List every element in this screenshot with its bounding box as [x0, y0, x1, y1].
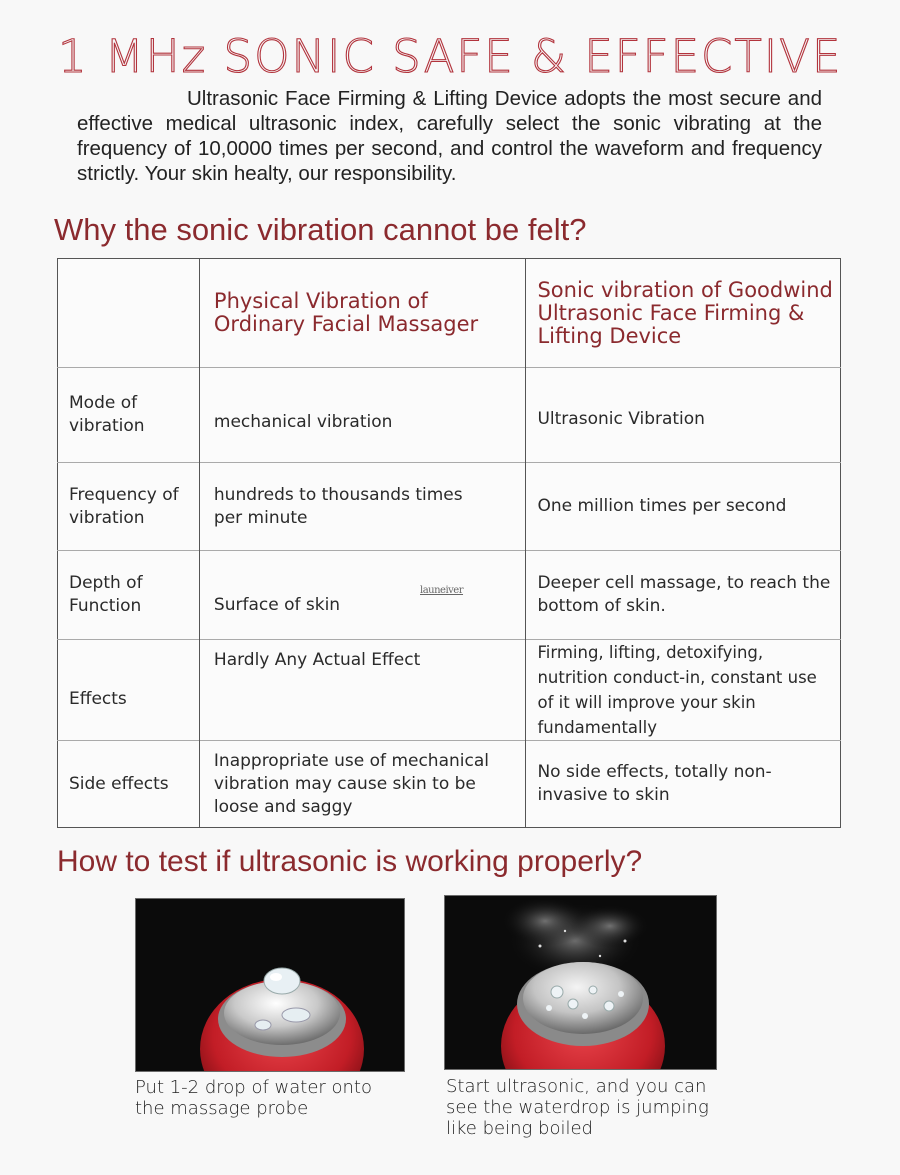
caption-step-2: Start ultrasonic, and you can see the waterdrop is jumping like being boiled	[446, 1076, 709, 1139]
goodwind-value: One million times per second	[526, 463, 841, 551]
table-row	[58, 741, 841, 828]
ordinary-value: hundreds to thousands times per minute	[199, 463, 526, 551]
device-probe-steam-image	[445, 896, 716, 1069]
table-row	[58, 640, 841, 741]
table-header-empty	[58, 259, 200, 368]
goodwind-value: Ultrasonic Vibration	[526, 368, 841, 463]
table-row	[58, 368, 841, 463]
row-label: Mode of vibration	[58, 368, 200, 463]
intro-paragraph: Ultrasonic Face Firming & Lifting Device adopts the most secure and effective medical ultrasonic index, carefully select the sonic vibrating at the frequency of 10,0000 times per second, and control the waveform and frequency strictly. Your skin healty, our responsibility.	[77, 87, 822, 185]
table-header-row	[58, 259, 841, 368]
ordinary-value: Inappropriate use of mechanical vibration may cause skin to be loose and saggy	[199, 741, 526, 828]
ordinary-value: mechanical vibration	[199, 368, 526, 463]
photo-water-drop-on-probe	[135, 898, 405, 1072]
ordinary-value: Hardly Any Actual Effect	[199, 640, 526, 741]
table-header-ordinary: Physical Vibration of Ordinary Facial Massager	[199, 259, 526, 368]
row-label: Effects	[58, 640, 200, 741]
ordinary-value: Surface of skin	[199, 551, 526, 640]
row-label: Depth of Function	[58, 551, 200, 640]
section-heading-why: Why the sonic vibration cannot be felt?	[54, 212, 587, 247]
caption-step-1: Put 1-2 drop of water onto the massage probe	[135, 1077, 373, 1119]
table-header-goodwind: Sonic vibration of Goodwind Ultrasonic Face Firming & Lifting Device	[526, 259, 841, 368]
goodwind-value: Deeper cell massage, to reach the bottom of skin.	[526, 551, 841, 640]
watermark-text: launeiver	[420, 585, 464, 596]
page-title: 1 MHz SONIC SAFE & EFFECTIVE	[58, 30, 843, 83]
device-probe-image	[136, 899, 404, 1071]
section-heading-how: How to test if ultrasonic is working properly?	[57, 845, 643, 878]
row-label: Side effects	[58, 741, 200, 828]
comparison-table	[57, 258, 841, 828]
photo-water-jumping-on-probe	[444, 895, 717, 1070]
goodwind-value: Firming, lifting, detoxifying, nutrition conduct-in, constant use of it will improve your skin fundamentally	[526, 640, 841, 741]
table-row	[58, 463, 841, 551]
goodwind-value: No side effects, totally non-invasive to skin	[526, 741, 841, 828]
row-label: Frequency of vibration	[58, 463, 200, 551]
